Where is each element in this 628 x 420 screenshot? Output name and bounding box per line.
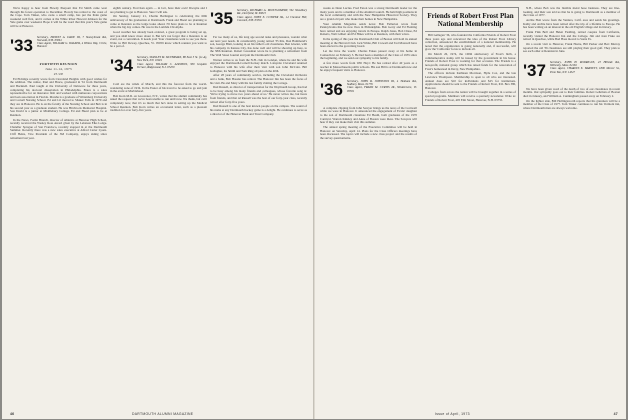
divider [425,31,516,32]
article-text: On March 26, 1974, the 100th anniversary of Frost's birth, a commemorative stamp will be issued by the government in his honor. Friends of Robert Frost is working for that occasion. The Friends is a non-profit, national group which has raised funds for the restoration of Frost's homestead in Derry, New Hampshire. [425,52,516,71]
class-year: '33 [10,35,33,55]
column-text: Ed Eldridge recently wrote from Cleveland Heights with good wishes for the addition. The rumor, Paul and Bruce, graduated in '61 from Dartmouth and Bucknell. Paul taught at the University of Delaware for three years, completing his doctoral dissertation in Philadelphia. Bruce is a sales representative for an insurance firm and worked with numerous corporations and loan association in Florida. Marsha is a graduate of Wittenberg University and Cornell Nursing School. Ed and Lil moved to Shaker Falls in 1970 and they are in Hanover. He is on the faculty of the Nursing School and Bob is in his second year as a graduate student. He was Hitchcock Memorial Hospital. Son David is a junior at Middlebury College. Ed and Hazel plan to be at Reunion. [10,76,107,117]
column-text: Cold are the winds of March, and this the forecast from the world-wandering zone of 1934. In the Easter of his travel to be asked to go and join in the event at Marblehead. [110,81,207,94]
page-number: 47 [613,412,618,416]
class-heading-1933 [10,34,107,60]
left-footer [10,412,14,416]
right-footer [614,412,618,416]
column-text: The annual spring meeting of the Executive Committee will be held in Hanover on Saturday, April 14. Plans for the Class Officers meetings have been discussed. The topics will include a new class project and the results of the survey questionnaire. [320,125,417,140]
treasurer-line: Class Agent, WILLIAM G. WALKER, 4 Willow Way, Circle, Hanover [37,41,107,49]
column-text: Dud Russell is one of the best known people on the campus. The sound of his name at any Dartmouth hockey game is a delight. He continues to serve as a director of the Hanover Bank and Trust Company. [210,104,307,116]
reunion-dates: June 11-14, 1973 [45,66,72,71]
column-text: On Sunday, January 21, Charlie Berlinguet is celebrating the 60th anniversary of his graduation at Dartmouth. Frank and Hazel are planning to come at Reunion as the lodge looks ahead. I'll have plans to be at Reunion when the big day comes. He was in the Lambda Chi Alpha. [110,14,207,30]
column-text: eighth century. Fred Ken again — in fact, have their own! Dwayne and I are planning to get to Hanover. Sure I will ask. [110,7,207,14]
class-officers [237,9,307,22]
column-text: A complete clipping from John Sawyer brings us the news of the Cornwall while we were in Hanover. It announced the engagement of Evans' daughter to the son of Dartmouth classmate Ed Heath, both graduates of the 1970 Carnival. Warren Kinsley and Anne of Boston were there. The Sawyers will hear if they can make their visit this summer. [320,105,417,125]
left-column-3 [210,7,307,399]
secretary-line: Secretary, STANLEY M. SILVERMAN, 88 East 5 St. (11-A), New York, N.Y. 10021 [137,54,207,63]
class-heading-1936 [320,78,417,104]
secretary-line: Secretary, JOHN H. RODRIGUE, 23 Hillside Rd., Wellesley, Mass. 02181 [550,59,620,67]
right-page [315,1,626,419]
column-text: In the spring of this year the Dartmouth Club of Boston will hold its annual meeting at the Harvard Club. Jack White, Bill Crowell and Ted Maxwell have been elected to the governing board. [320,37,417,49]
left-column-2 [110,7,207,399]
treasurer-line: Class Agent, WILLIAM C. ADDISON, 300 Grayden Terrace, Ridgewood, N.J. 07450 [137,61,207,69]
class-heading-1935 [210,7,307,33]
column-text: N.H., where Bob was the flexible metal hose business. They are fine-looking, and their son told us that he is going to Dartmouth as a member of the Class of 1977. [523,7,620,18]
class-year: '35 [210,9,233,28]
column-text: Archie Holt wrote from the Ventura, Calif. area and sends his greetings. Kathy and Archie have been retired after the trip of a lifetime to Europe. He has been writing on an interest in the old English village and its history. [523,17,620,30]
column-text: Let me have the words: Charles Eakes passed away at his home in Connecticut on February 3. He had been a member of the Class of 1935 since the beginning, and we send our sympathy to his family. [320,49,417,61]
column-text: We're happy to hear from Howdy Pierpont that Ed Smith came west through his forest operation to December. Howdy has retired to the coast of the Cape. Tom Tinker, who owns a small camp, has put the Penn game weekend well first, and it comes at the White River Howard Johnson for the Yale game over weekend. Hope it will be the word that this year's Yale game will be at Hanover. [10,7,107,28]
class-officers [137,56,207,69]
column-text: In the News, Fortin Branch, director of athletics at Hanover High School, recently received the Wesley Ross Award given by the Lebanon Elks Lodge. Chandler Sprague of San Francisco, recently stopped in at the Dartmouth Summer. Recently there was a new sales executive at Alfred Carter Lyons. Cliff Heins, Vice President of the 3M Company, enjoys skiing since retirement last year. [10,117,107,140]
right-column-1 [320,7,417,399]
column-text: We have been given word of the death of two of our classmates in recent months. Our sympathy goes out to their families. Robert Lehrman of Boston died in January, and William A. Cunningham passed away on February 2. [523,86,620,98]
column-text: weeks as Dean Lucius. Fred Eaton was a strong Dartmouth leader for the many years and is a member of the Alumni Council. He held high positions in the local community and with the New Hampshire Historical Society. They are a grand old pair who make their homes in New Hampshire. [320,7,417,21]
article-text: Bill Gallagan '36, who founded the California Friends of Robert Frost three years ago and conceived the idea of the Robert Frost Library collection, announced the establishment of a national membership. He noted that the organization is going nationally and, if successful, will grow the 'California' focus to include all. [425,33,516,52]
column-text: Frank Fink Bell and Helen Fielding, retired couples from California, recently visited the Hanover Inn and the College. Jim and Jean Fiske are retired in Quechee, while Bud Haas moved to Santa Fe. [523,29,620,42]
column-text: Bob Korn M.D. on Grosvenor, N.Y., writes that the alumni community has asked the request that we've been unable to run until now. We thank, but can't completely now, that it's so much that he's done in setting up the Medical School Reunion. Bob Korn writes an occasional letter, such as a pleasant tradition for over forty-five years. [110,93,207,113]
column-text: Far too many of us, life long age second tasks and pleasures, wonder what our next year needs. In considerably young retired '35 this, Don Hammond's son, George Blair, looking in on his father's old classmates. Ben Glazier, with his company in Kansas City, has done well and will be showing up here, to the 38th Reunion. Robert Grossman wrote he is planning a retirement from The Wall Street Journal and join the Dartmouth Club. [210,35,307,57]
column-text: Dud Russell, as director of transportation for the Weymouth Group, has had to be busy among his many friends and colleagues, whose favorite song is: 'We're trying to move two years ahead of us.' He never writes me, but hears from friends, and that Al Russell was the best of our forty-year class, recently retired after forty-five years. [210,85,307,104]
article-text: The officers include Kathleen Morrison, Hyde Cox, and the late Lawrance Thompson. Membership is open to all who are interested. Annual dues are $10 for individuals and $25 for institutions. Applications should be sent to the Friends of Robert Frost, P.O. Box 380, Hanover. [425,71,516,90]
frost-article-box [422,7,519,106]
class-year: '37 [523,60,546,80]
reunion-heading: FORTIETH REUNION [39,61,78,66]
secretary-line: Secretary, RICHARD A. MONTGOMERY, 561 Woodbury Rd., Deerfield, Ill. 60015 [237,8,307,16]
right-column-3 [523,7,620,399]
page-number: 46 [10,412,15,416]
right-footer-title: Issue of April, 1973 [435,412,470,416]
treasurer-line: Class Agent, CHARLES E. BARNETT, 1800 Mercer St., Penn Yan, N.Y. 14527 [550,66,620,74]
left-column-1 [10,7,107,399]
reunion-count: 25 UP [53,71,64,76]
left-footer-title: DARTMOUTH ALUMNI MAGAZINE [132,412,194,416]
article-title: Friends of Robert Frost Plan National Membership [427,12,514,28]
class-officers [37,36,107,49]
class-year: '36 [320,79,343,99]
right-column-2 [422,7,519,399]
column-text: On a recent visit to Hanover, Frank Horne, Bill Parker and Bert Murray reported the old '36 classmates are still playing their good golf. They plan to see each other at Reunion in June. [523,41,620,54]
secretary-line: Secretary, ERNEST A. DADE III, 7 Stoneybrook Rd., Norwalk, N.H. 03061 [37,34,107,42]
secretary-line: Secretary, JOHN R. JOHNSTON III, 4 Tinkham Rd., Sudbury, Mass. 01776 [347,78,417,87]
magazine-spread [2,1,626,419]
class-year: '34 [110,55,133,75]
column-text: On the lighter side, Bill Hollingsworth reports that his grandson will be a member of the Class of 1977. Tom Tinker continues to run his Vermont inn, where Dartmouth men are always welcome. [523,98,620,110]
class-heading-1934 [110,54,207,80]
treasurer-line: Class Agent, FRANK M. CURTIS JR., Windermere, Vt. 05501 [347,85,417,93]
column-text: After 28 years of community service, including the Cleveland Orchestra and a bank, Bob Hassler has retired. The Hanover Inn has been the focus of his visit. He and Mary with his last family visiting the Cottage. [210,73,307,85]
column-text: Good weather has already been ordered, a great program is being set up, and you shall know more about it. But let's not forget that a Reunion is an event, not a convention. It needs you! Your classmates want to see you there. Write to: Bill Dewey, Quechee, Vt. 05059 know which reunion you want to be a part of. [110,29,207,49]
class-officers [550,61,620,74]
column-text: A few more words from Will Hoyt: He has retired after 40 years as a teacher in Massachusetts public schools. His son Bill is at Dartmouth now and he enjoys frequent visits to Hanover. [320,61,417,73]
class-heading-1937 [523,59,620,85]
class-officers [347,80,417,93]
article-text: Colleges from across the nation will be brought together in a series of special programs. Members will receive a quarterly newsletter. Write to: Friends of Robert Frost, 405 Elm Street, Hanover, N.H. 03755. [425,90,516,102]
column-text: Warner writes to us from the N.H. club in London, where he and his wife enjoyed the Dartmouth-Cornell hockey match. Lafayette Cleveland returned to Hanover with his wife after their visit with son John McCain. Bill Gallagher, Ira Smith and Tom Ring all plan on the 40th. [210,57,307,73]
column-text: Your Alumni Magazine sends news: Bob Fullerton wrote from Pennsylvania that he now lives in Philadelphia. Bob Gerry and Ed Fleming have retired and are enjoying travels in Europe. Ralph Jones, Bob Chase, Ed Roberts, Walt Gilbert and Ed Hines will be at Reunion, with their wives. [320,21,417,37]
treasurer-line: Class Agent, JOHN E. COWPER JR., 14 Chestnut Hill, Concord, N.H. 03301 [237,14,307,22]
left-page [2,1,313,419]
